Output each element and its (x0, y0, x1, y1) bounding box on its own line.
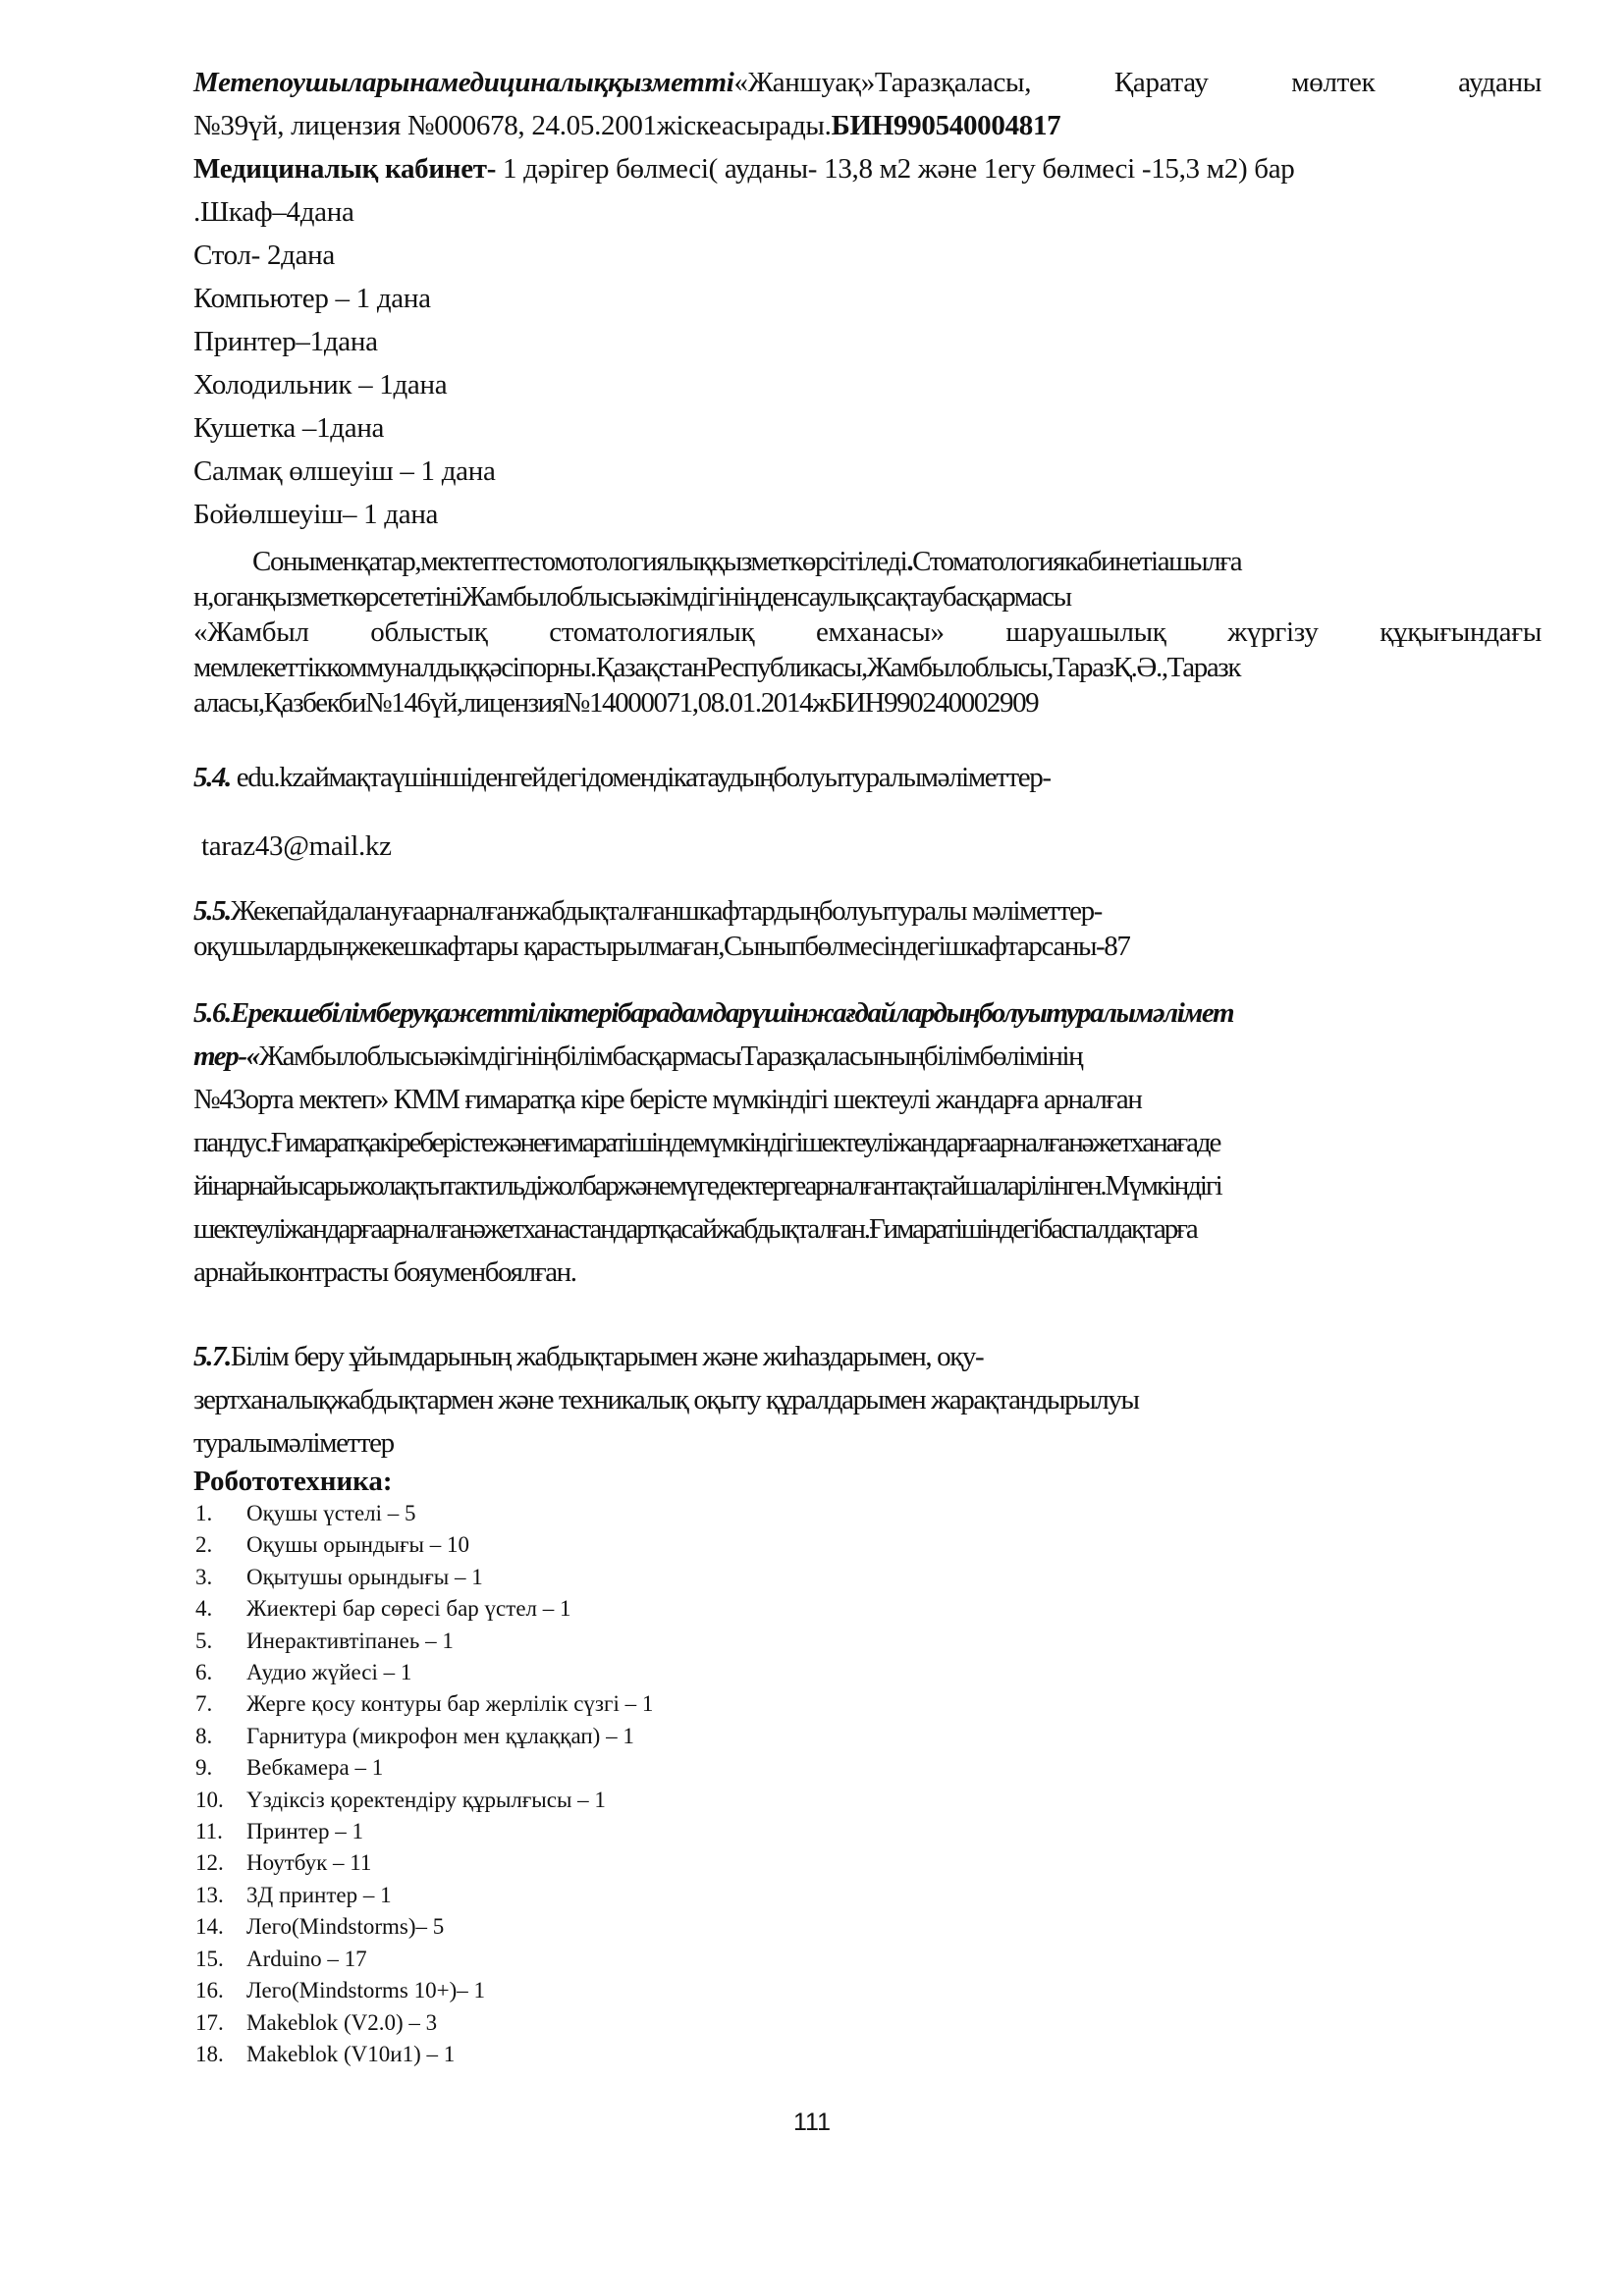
list-text: Үздіксіз қоректендіру құрылғысы – 1 (246, 1787, 606, 1812)
cabinet-item: Бойөлшеуіш– 1 дана (193, 499, 439, 530)
list-item (193, 1975, 1542, 2006)
list-text: Оқытушы орындығы – 1 (246, 1564, 483, 1589)
list-text: Жиектері бар сөресі бар үстел – 1 (246, 1596, 571, 1622)
section-5-6-line-5: йінарнайысарыжолақтытактильдіжолбаржәнемүгедектергеарналғантақтайшаларілінген.Мүмкіндігі (193, 1170, 1221, 1201)
school-email: taraz43@mail.kz (201, 830, 392, 862)
list-text: Лего(Mindstorms)– 5 (246, 1914, 445, 1940)
list-text: Оқушы орындығы – 10 (246, 1532, 470, 1558)
list-item (193, 1880, 1542, 1911)
cabinet-item: Компьютер – 1 дана (193, 283, 431, 314)
list-item (193, 1562, 1542, 1593)
section-5-5-line-1 (193, 893, 1542, 929)
list-text: Вебкамера – 1 (246, 1755, 384, 1781)
section-5-6-line-7: арнайыконтрасты бояуменбоялған. (193, 1256, 576, 1288)
list-item (193, 1785, 1542, 1816)
medical-line-2 (193, 104, 1542, 147)
list-number: 10. (195, 1787, 224, 1812)
list-item (193, 1626, 1542, 1657)
list-item (193, 1911, 1542, 1943)
list-text: Arduino – 17 (246, 1946, 367, 1971)
medical-address: «Жаншуақ»Таразқаласы, Қаратау мөлтек ауданы (733, 67, 1542, 98)
list-number: 7. (195, 1691, 213, 1717)
list-text: 3Д принтер – 1 (246, 1882, 392, 1907)
list-item (193, 1529, 1542, 1561)
dental-line-2: н,оганқызметкөрсететініЖамбылоблысыәкімдігініңденсаулықсақтаубасқармасы (193, 581, 1071, 613)
section-5-7-text: Білім беру ұйымдарының жабдықтарымен және жиһаздарымен, оқу- (230, 1341, 984, 1372)
medical-line-1 (193, 61, 1542, 104)
list-item (193, 2007, 1542, 2039)
list-text: Makeblok (V2.0) – 3 (246, 2009, 438, 2035)
cabinet-item: Кушетка –1дана (193, 412, 385, 444)
medical-service-heading: Метепоушыларынамедициналыққызметті (193, 67, 734, 98)
section-5-7-line-3: туралымәліметтер (193, 1427, 394, 1459)
cabinet-label: Медициналық кабинет- (193, 153, 497, 185)
list-item (193, 1847, 1542, 1879)
list-number: 14. (195, 1914, 224, 1940)
list-text: Гарнитура (микрофон мен құлаққап) – 1 (246, 1723, 634, 1748)
robotics-equipment-list (193, 1498, 1542, 2070)
list-text: Инерактивтіпанеь – 1 (246, 1628, 454, 1653)
cabinet-item: Холодильник – 1дана (193, 369, 448, 400)
list-item (193, 1688, 1542, 1720)
list-number: 2. (195, 1532, 213, 1558)
section-5-6-line-3: №43орта мектеп» КММ ғимаратқа кіре берісте мүмкіндігі шектеулі жандарға арналған (193, 1084, 1142, 1115)
cabinet-line (193, 147, 1542, 190)
section-5-4 (193, 756, 1542, 799)
medical-license: №39үй, лицензия №000678, 24.05.2001жіскеасырады. (193, 110, 832, 141)
section-5-6-line-4: пандус.Ғимаратқакіреберістежәнеғимаратішіндемүмкіндігішектеуліжандарғаарналғанәжетханағаде (193, 1127, 1220, 1158)
list-item (193, 1721, 1542, 1752)
dental-line-1 (193, 544, 1542, 579)
section-5-7-line-1 (193, 1335, 1542, 1378)
list-number: 5. (195, 1628, 213, 1653)
section-5-6-title-cont: тер-« (193, 1041, 259, 1072)
robotics-heading: Робототехника: (193, 1466, 393, 1497)
section-5-6-line-6: шектеуліжандарғаарналғанәжетханастандартқасайжабдықталған.Ғимаратішіндегібаспалдақтарға (193, 1213, 1197, 1245)
dental-line-4: мемлекеттіккоммуналдыққәсіпорны.ҚазақстанРеспубликасы,Жамбылоблысы,ТаразҚ.Ә.,Таразк (193, 652, 1241, 683)
section-5-6-line-2 (193, 1035, 1542, 1078)
cabinet-item: .Шкаф–4дана (193, 196, 354, 228)
section-5-4-text: edu.kzаймақтаүшіншіденгейдегідомендікатаудыңболуытуралымәліметтер- (230, 762, 1051, 793)
list-item (193, 2039, 1542, 2070)
list-number: 6. (195, 1660, 213, 1685)
section-5-6-title: 5.6.Ерекшебілімберуқажеттіліктерібарадамдарүшінжағдайлардыңболуытуралымәлімет (193, 997, 1234, 1029)
list-number: 13. (195, 1882, 224, 1907)
list-number: 18. (195, 2041, 224, 2066)
list-number: 9. (195, 1755, 213, 1781)
list-number: 17. (195, 2009, 224, 2035)
list-number: 1. (195, 1501, 213, 1525)
list-item (193, 1498, 1542, 1529)
cabinet-description: 1 дәрігер бөлмесі( ауданы- 13,8 м2 және 1егу бөлмесі -15,3 м2) бар (496, 153, 1295, 185)
list-number: 15. (195, 1946, 224, 1971)
section-number: 5.7. (193, 1341, 231, 1372)
list-item (193, 1593, 1542, 1625)
list-number: 3. (195, 1564, 213, 1589)
dental-text: Соныменқатар,мектептестомотологиялыққызметкөрсітіледі (252, 546, 907, 577)
list-number: 16. (195, 1978, 224, 2003)
list-item (193, 1657, 1542, 1688)
list-text: Лего(Mindstorms 10+)– 1 (246, 1978, 485, 2003)
list-text: Оқушы үстелі – 5 (246, 1501, 416, 1525)
medical-bin: БИН990540004817 (831, 110, 1061, 141)
cabinet-item: Салмақ өлшеуіш – 1 дана (193, 455, 496, 487)
cabinet-item: Стол- 2дана (193, 240, 335, 271)
list-text: Ноутбук – 11 (246, 1850, 372, 1876)
list-text: Аудио жүйесі – 1 (246, 1660, 412, 1685)
section-5-7-line-2: зертханалықжабдықтармен және техникалық оқыту құралдарымен жарақтандырылуы (193, 1384, 1139, 1415)
list-item (193, 1752, 1542, 1784)
list-number: 11. (195, 1819, 223, 1844)
dental-dot: . (906, 546, 913, 577)
section-number: 5.5. (193, 895, 231, 927)
document-page (193, 61, 1542, 2070)
section-5-5-text: Жекепайдалануғаарналғанжабдықталғаншкафтардыңболуытуралы мәліметтер- (230, 895, 1102, 927)
list-item (193, 1816, 1542, 1847)
list-number: 8. (195, 1723, 213, 1748)
section-number: 5.4. (193, 762, 231, 793)
cabinet-item: Принтер–1дана (193, 326, 378, 357)
list-text: Принтер – 1 (246, 1819, 363, 1844)
page-number: 111 (792, 2109, 831, 2136)
list-number: 4. (195, 1596, 213, 1622)
list-number: 12. (195, 1850, 224, 1876)
section-5-5-line-2: оқушылардыңжекешкафтары қарастырылмаған,Сыныпбөлмесіндегішкафтарсаны-87 (193, 931, 1130, 962)
dental-line-3: «Жамбыл облыстық стоматологиялық емханасы» шаруашылық жүргізу құқығындағы (193, 616, 1542, 648)
list-item (193, 1944, 1542, 1975)
list-text: Makeblok (V10и1) – 1 (246, 2041, 456, 2066)
section-5-6-text: ЖамбылоблысыәкімдігініңбілімбасқармасыТаразқаласыныңбілімбөлімінің (258, 1041, 1083, 1072)
list-text: Жерге қосу контуры бар жерлілік сүзгі – 1 (246, 1691, 654, 1717)
dental-text: Стоматологиякабинетіашылға (912, 546, 1242, 577)
dental-line-5: аласы,Қазбекби№146үй,лицензия№14000071,08.01.2014жБИН990240002909 (193, 687, 1039, 719)
